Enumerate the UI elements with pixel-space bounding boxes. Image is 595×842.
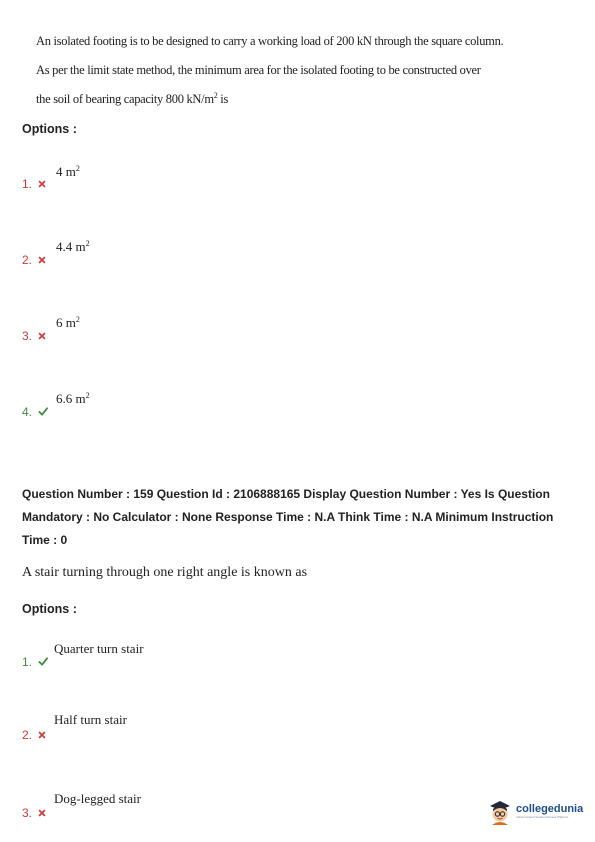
wrong-cross-icon [38, 180, 46, 188]
q1-option-4-text [56, 391, 90, 407]
q2-question-text: A stair turning through one right angle is known as [22, 565, 308, 580]
q2-option-3-text: Dog-legged stair [54, 791, 142, 806]
q1-text-line-3-after: is [217, 92, 229, 106]
q2-meta-line-3: Time : 0 [22, 533, 68, 547]
q2-option-2-text: Half turn stair [54, 712, 127, 727]
q1-option-3-text [56, 315, 80, 331]
logo-text [516, 803, 583, 819]
q1-option-1-sup: 2 [75, 164, 80, 173]
q2-option-1-num: 1. [22, 655, 33, 669]
q1-option-2-number [22, 253, 46, 267]
q1-text-line-2: As per the limit state method, the minimum area for the isolated footing to be constructed over [36, 63, 481, 77]
logo-tagline: India's largest Student Review Platform [516, 815, 569, 819]
q2-option-3-number [22, 806, 46, 820]
q2-option-1-number [22, 655, 48, 669]
q1-option-2-num: 2. [22, 253, 33, 267]
correct-check-icon [38, 407, 48, 416]
student-avatar-icon [487, 797, 513, 825]
q1-option-3-num: 3. [22, 329, 33, 343]
q1-text-line-3-main: the soil of bearing capacity 800 kN/m [36, 92, 214, 106]
logo-name [516, 803, 583, 815]
wrong-cross-icon [38, 256, 46, 264]
wrong-cross-icon [38, 731, 46, 739]
q2-meta-line-1: Question Number : 159 Question Id : 2106888165 Display Question Number : Yes Is Question [22, 487, 550, 501]
q1-option-1-value: 4 m [56, 164, 76, 179]
q1-text-line-1: An isolated footing is to be designed to carry a working load of 200 kN through the square column. [36, 34, 504, 48]
q1-option-3-sup: 2 [75, 315, 80, 324]
q1-option-4-num: 4. [22, 405, 33, 419]
q1-text-line-3 [36, 92, 228, 107]
q1-options-label: Options : [22, 122, 77, 136]
correct-check-icon [38, 657, 48, 666]
q2-option-1-text: Quarter turn stair [54, 641, 144, 656]
q1-text-line-3-sup: 2 [213, 91, 218, 100]
q1-option-4-number [22, 405, 48, 419]
q1-option-2-text [56, 239, 90, 255]
q1-option-2-value: 4.4 m [56, 239, 86, 254]
q1-option-1-number [22, 177, 46, 191]
q2-option-2-num: 2. [22, 728, 33, 742]
q2-option-2-number [22, 728, 46, 742]
collegedunia-logo [487, 797, 583, 825]
q2-options-label: Options : [22, 602, 77, 616]
wrong-cross-icon [38, 809, 46, 817]
q2-option-3-num: 3. [22, 806, 33, 820]
q1-option-3-value: 6 m [56, 315, 76, 330]
q2-meta-block [22, 483, 582, 552]
q1-option-4-value: 6.6 m [56, 391, 86, 406]
wrong-cross-icon [38, 332, 46, 340]
q2-meta-line-2: Mandatory : No Calculator : None Response Time : N.A Think Time : N.A Minimum Instruction [22, 510, 554, 524]
q1-option-2-sup: 2 [85, 239, 90, 248]
q1-option-1-text [56, 164, 80, 180]
q1-option-4-sup: 2 [85, 391, 90, 400]
logo-name-main: collegedunia [516, 803, 584, 815]
q1-option-3-number [22, 329, 46, 343]
q1-option-1-num: 1. [22, 177, 33, 191]
